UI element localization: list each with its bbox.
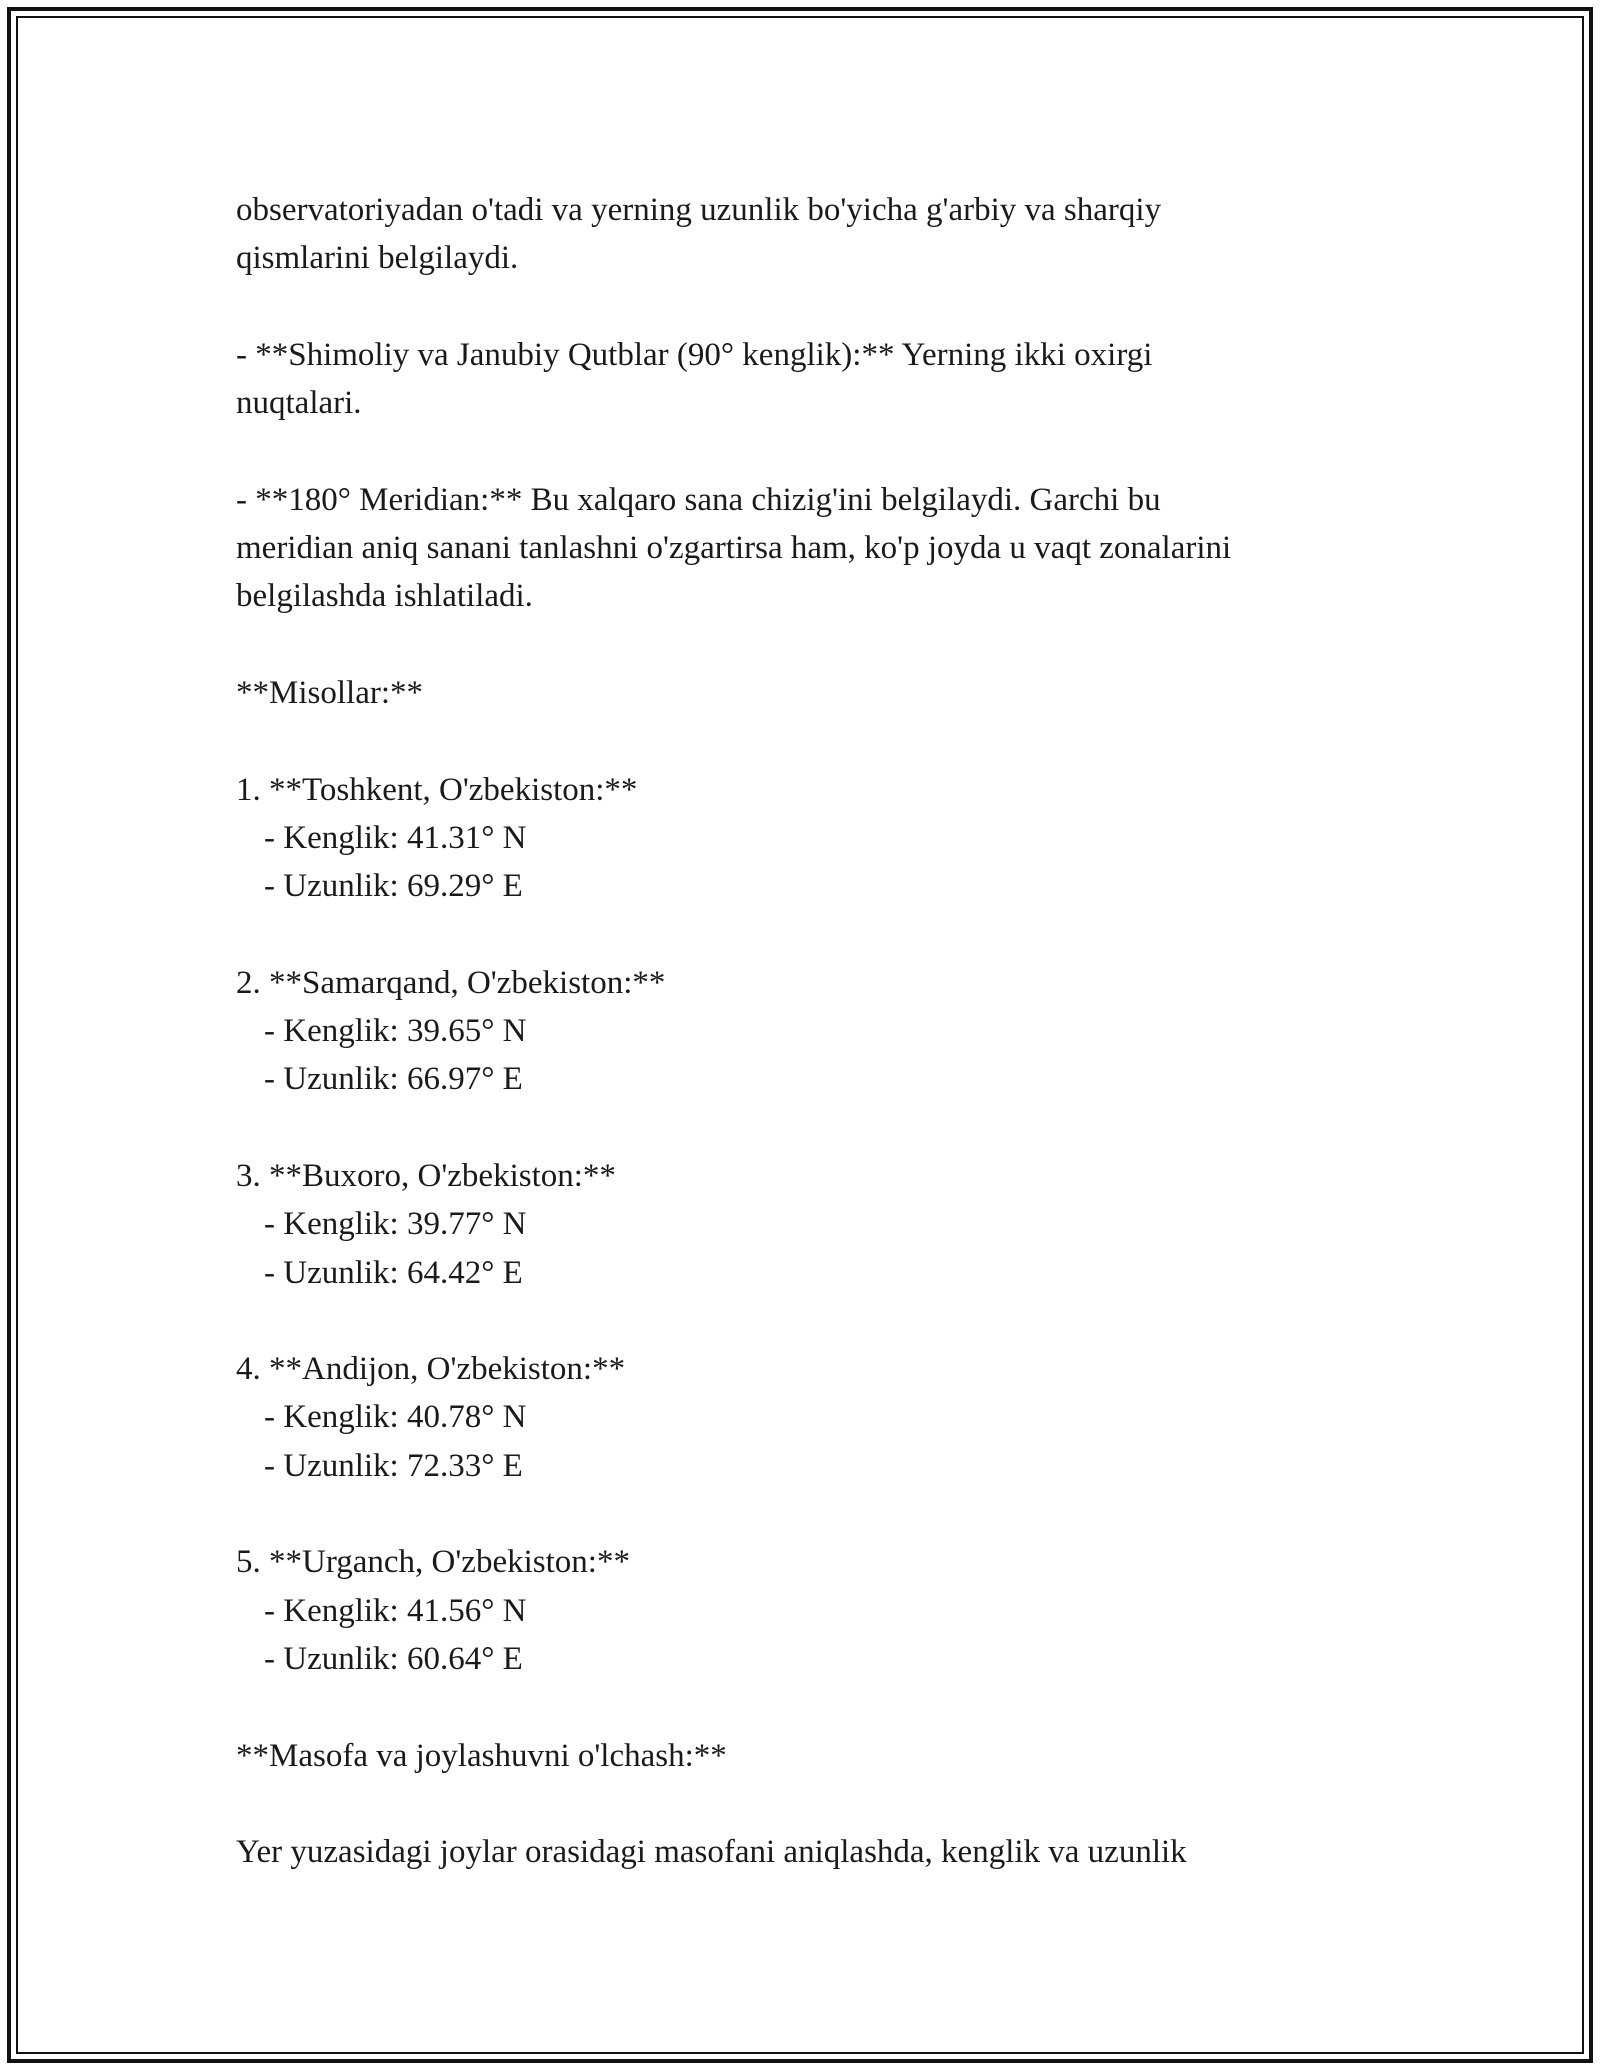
spacer <box>236 910 1386 958</box>
spacer <box>236 717 1386 765</box>
example-item <box>236 959 1386 1104</box>
example-title: 5. **Urganch, O'zbekiston:** <box>236 1544 630 1581</box>
example-longitude: - Uzunlik: 66.97° E <box>264 1061 523 1098</box>
spacer <box>236 1104 1386 1152</box>
example-longitude: - Uzunlik: 69.29° E <box>264 868 523 905</box>
example-item <box>236 766 1386 911</box>
example-item <box>236 1152 1386 1297</box>
example-longitude: - Uzunlik: 64.42° E <box>264 1254 523 1291</box>
example-title: 2. **Samarqand, O'zbekiston:** <box>236 964 666 1001</box>
example-title: 3. **Buxoro, O'zbekiston:** <box>236 1157 616 1194</box>
meridian-bullet-line-1: - **180° Meridian:** Bu xalqaro sana chizig'ini belgilaydi. Garchi bu <box>236 481 1161 518</box>
intro-line-1: observatoriyadan o'tadi va yerning uzunlik bo'yicha g'arbiy va sharqiy <box>236 192 1162 228</box>
poles-bullet-line-2: nuqtalari. <box>236 385 362 422</box>
closing-line: Yer yuzasidagi joylar orasidagi masofani aniqlashda, kenglik va uzunlik <box>236 1834 1187 1871</box>
example-longitude: - Uzunlik: 60.64° E <box>264 1640 523 1677</box>
poles-bullet-line-1: - **Shimoliy va Janubiy Qutblar (90° kenglik):** Yerning ikki oxirgi <box>236 336 1153 373</box>
example-title: 4. **Andijon, O'zbekiston:** <box>236 1351 626 1388</box>
example-title: 1. **Toshkent, O'zbekiston:** <box>236 771 638 808</box>
spacer <box>236 427 1386 475</box>
spacer <box>236 1780 1386 1828</box>
spacer <box>236 1490 1386 1538</box>
spacer <box>236 283 1386 331</box>
example-latitude: - Kenglik: 41.56° N <box>264 1592 527 1629</box>
example-item <box>236 1538 1386 1683</box>
example-item <box>236 1345 1386 1490</box>
spacer <box>236 1683 1386 1731</box>
examples-heading: **Misollar:** <box>236 674 423 711</box>
example-latitude: - Kenglik: 39.77° N <box>264 1206 527 1243</box>
meridian-bullet-line-3: belgilashda ishlatiladi. <box>236 578 533 615</box>
distance-heading: **Masofa va joylashuvni o'lchash:** <box>236 1737 727 1774</box>
meridian-bullet-line-2: meridian aniq sanani tanlashni o'zgartirsa ham, ko'p joyda u vaqt zonalarini <box>236 530 1232 567</box>
spacer <box>236 621 1386 669</box>
example-latitude: - Kenglik: 41.31° N <box>264 819 527 856</box>
example-latitude: - Kenglik: 40.78° N <box>264 1399 527 1436</box>
example-longitude: - Uzunlik: 72.33° E <box>264 1447 523 1484</box>
example-latitude: - Kenglik: 39.65° N <box>264 1013 527 1050</box>
intro-line-2: qismlarini belgilaydi. <box>236 240 519 277</box>
spacer <box>236 1297 1386 1345</box>
document-body <box>236 186 1386 1876</box>
